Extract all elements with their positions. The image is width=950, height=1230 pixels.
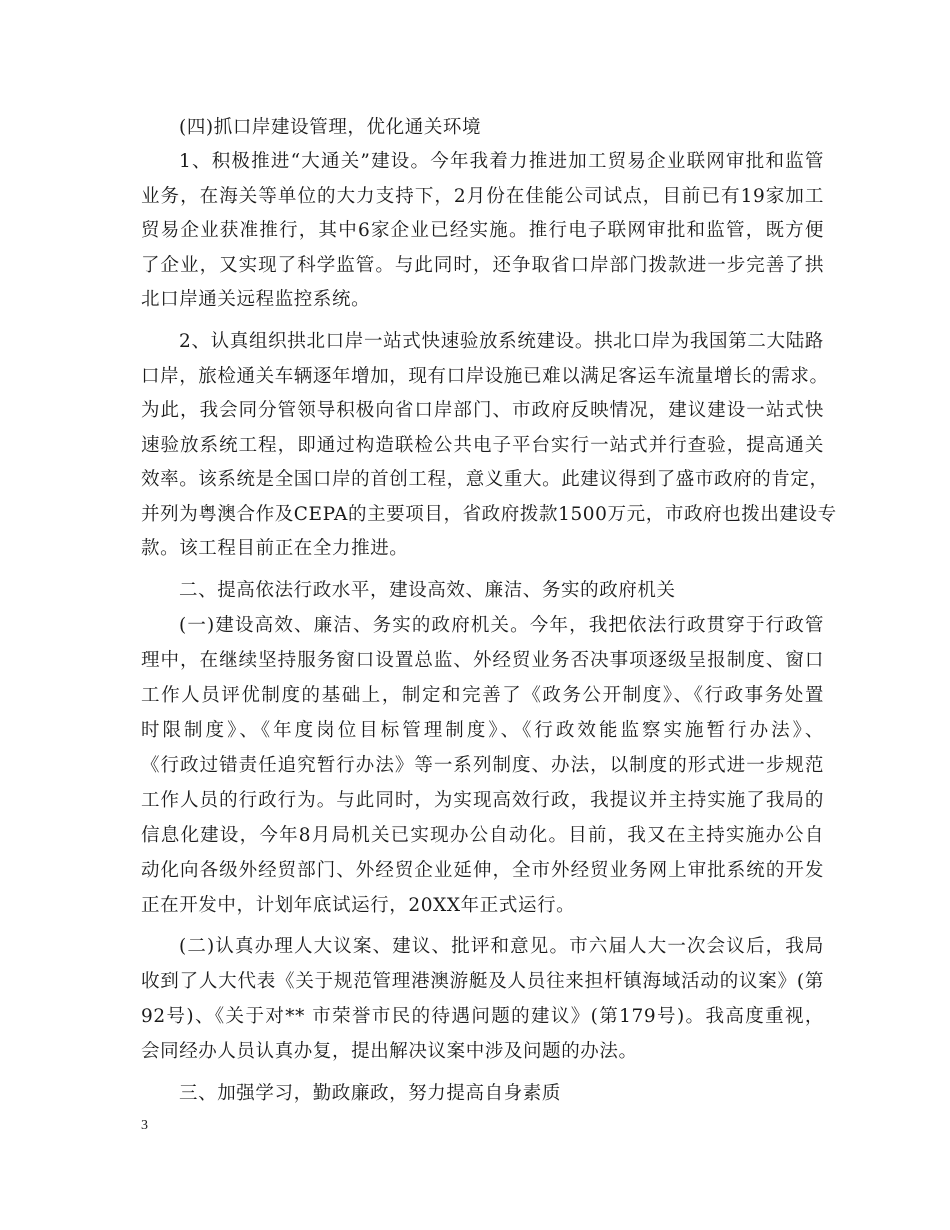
paragraph-line: 《行政过错责任追究暂行办法》等一系列制度、办法，以制度的形式进一步规范 <box>141 755 824 776</box>
paragraph-line: 了企业，又实现了科学监管。与此同时，还争取省口岸部门拨款进一步完善了拱 <box>141 255 824 276</box>
paragraph-line: 正在开发中，计划年底试运行，20XX年正式运行。 <box>141 895 576 916</box>
paragraph-line: 款。该工程目前正在全力推进。 <box>141 538 409 559</box>
paragraph-line: 工作人员评优制度的基础上，制定和完善了《政务公开制度》、《行政事务处置 <box>141 685 824 706</box>
paragraph-line: 1、积极推进“大通关”建设。今年我着力推进加工贸易企业联网审批和监管 <box>179 151 824 172</box>
paragraph-line: 效率。该系统是全国口岸的首创工程，意义重大。此建议得到了盛市政府的肯定， <box>141 469 829 490</box>
paragraph-line: 速验放系统工程，即通过构造联检公共电子平台实行一站式并行查验，提高通关 <box>141 435 824 456</box>
paragraph-line: 业务，在海关等单位的大力支持下，2月份在佳能公司试点，目前已有19家加工 <box>141 186 824 207</box>
paragraph-line: 理中，在继续坚持服务窗口设置总监、外经贸业务否决事项逐级呈报制度、窗口 <box>141 650 824 671</box>
page-number: 3 <box>141 1118 148 1133</box>
paragraph-line: 工作人员的行政行为。与此同时，为实现高效行政，我提议并主持实施了我局的 <box>141 790 824 811</box>
paragraph-line: 信息化建设，今年8月局机关已实现办公自动化。目前，我又在主持实施办公自 <box>141 825 824 846</box>
paragraph-line: 92号)、《关于对** 市荣誉市民的待遇问题的建议》(第179号)。我高度重视， <box>141 1006 824 1027</box>
paragraph-line: 收到了人大代表《关于规范管理港澳游艇及人员往来担杆镇海域活动的议案》(第 <box>141 971 824 992</box>
section-heading: (四)抓口岸建设管理，优化通关环境 <box>179 117 482 138</box>
paragraph-line: (二)认真办理人大议案、建议、批评和意见。市六届人大一次会议后，我局 <box>179 936 824 957</box>
paragraph-line: 贸易企业获准推行，其中6家企业已经实施。推行电子联网审批和监管，既方便 <box>141 220 824 241</box>
paragraph-line: 2、认真组织拱北口岸一站式快速验放系统建设。拱北口岸为我国第二大陆路 <box>179 331 824 352</box>
paragraph-line: 会同经办人员认真办复，提出解决议案中涉及问题的办法。 <box>141 1041 638 1062</box>
section-heading: 三、加强学习，勤政廉政，努力提高自身素质 <box>179 1083 562 1104</box>
paragraph-line: (一)建设高效、廉洁、务实的政府机关。今年，我把依法行政贯穿于行政管 <box>179 615 824 636</box>
paragraph-line: 口岸，旅检通关车辆逐年增加，现有口岸设施已难以满足客运车流量增长的需求。 <box>141 366 829 387</box>
section-heading: 二、提高依法行政水平，建设高效、廉洁、务实的政府机关 <box>179 580 676 601</box>
paragraph-line: 动化向各级外经贸部门、外经贸企业延伸，全市外经贸业务网上审批系统的开发 <box>141 860 824 881</box>
paragraph-line: 为此，我会同分管领导积极向省口岸部门、市政府反映情况，建议建设一站式快 <box>141 400 824 421</box>
paragraph-line: 北口岸通关远程监控系统。 <box>141 289 371 310</box>
paragraph-line: 并列为粤澳合作及CEPA的主要项目，省政府拨款1500万元，市政府也拨出建设专 <box>141 504 837 525</box>
paragraph-line: 时限制度》、《年度岗位目标管理制度》、《行政效能监察实施暂行办法》、 <box>141 720 824 741</box>
